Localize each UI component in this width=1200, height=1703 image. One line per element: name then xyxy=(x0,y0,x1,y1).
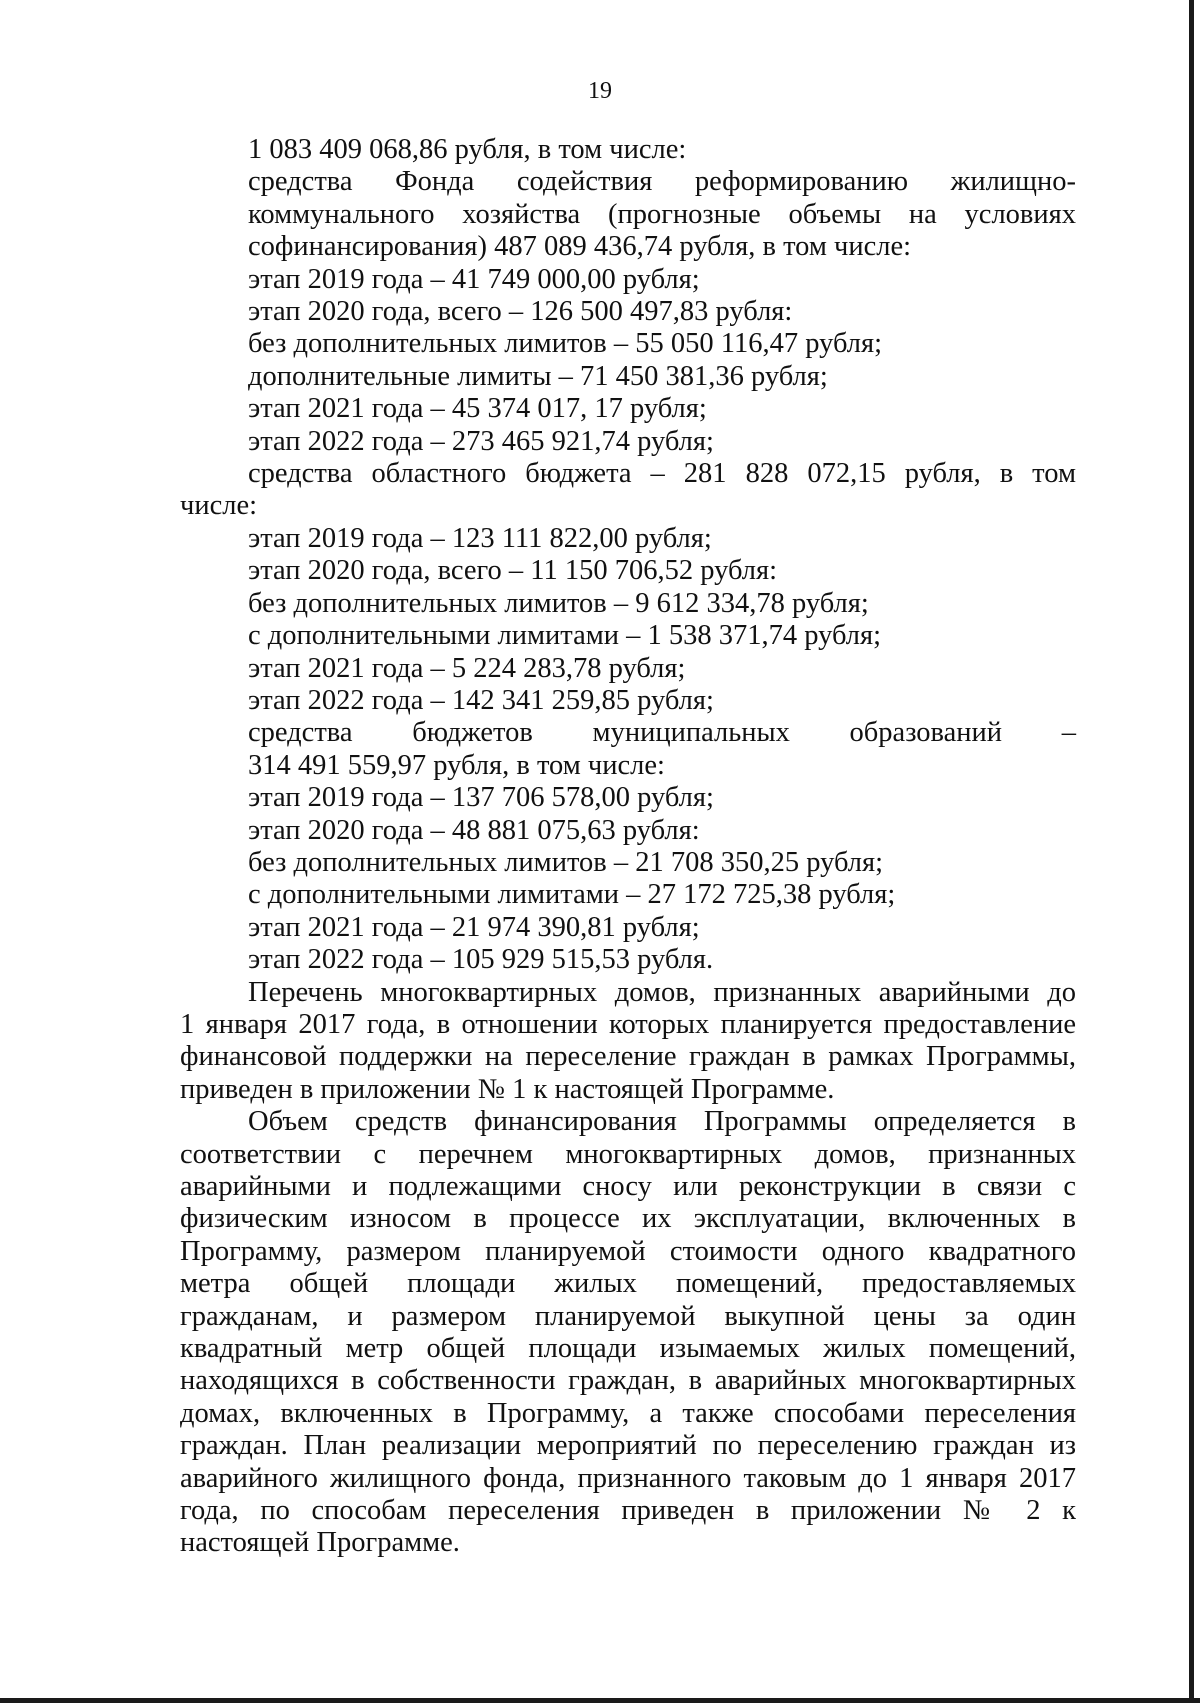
text-line: средства областного бюджета – 281 828 072,15 рубля, в том xyxy=(248,458,1076,490)
text-line: граждан. План реализации мероприятий по переселению граждан из xyxy=(180,1430,1076,1462)
text-line: аварийного жилищного фонда, признанного таковым до 1 января 2017 xyxy=(180,1462,1076,1494)
text-line: средства Фонда содействия реформированию жилищно- xyxy=(248,166,1076,198)
text-line: с дополнительными лимитами – 1 538 371,74 рубля; xyxy=(248,620,882,652)
text-line: финансовой поддержки на переселение граждан в рамках Программы, xyxy=(180,1041,1076,1073)
text-line: приведен в приложении № 1 к настоящей Программе. xyxy=(180,1073,835,1105)
text-line: настоящей Программе. xyxy=(180,1527,460,1559)
text-line: средства бюджетов муниципальных образований – xyxy=(248,717,1076,749)
text-line: этап 2021 года – 45 374 017, 17 рубля; xyxy=(248,393,707,425)
text-line: дополнительные лимиты – 71 450 381,36 рубля; xyxy=(248,360,828,392)
text-line: этап 2019 года – 41 749 000,00 рубля; xyxy=(248,263,700,295)
text-line: с дополнительными лимитами – 27 172 725,38 рубля; xyxy=(248,879,896,911)
text-line: квадратный метр общей площади изымаемых жилых помещений, xyxy=(180,1333,1076,1365)
text-line: этап 2020 года – 48 881 075,63 рубля: xyxy=(248,814,700,846)
text-line: метра общей площади жилых помещений, предоставляемых xyxy=(180,1268,1076,1300)
text-line: этап 2019 года – 123 111 822,00 рубля; xyxy=(248,522,712,554)
text-line: этап 2019 года – 137 706 578,00 рубля; xyxy=(248,782,714,814)
text-line: софинансирования) 487 089 436,74 рубля, в том числе: xyxy=(248,231,912,263)
text-line: гражданам, и размером планируемой выкупной цены за один xyxy=(180,1300,1076,1332)
text-line: без дополнительных лимитов – 9 612 334,78 рубля; xyxy=(248,587,869,619)
text-line: аварийными и подлежащими сносу или реконструкции в связи с xyxy=(180,1171,1076,1202)
text-line: Объем средств финансирования Программы определяется в xyxy=(248,1106,1076,1138)
text-line: Программу, размером планируемой стоимости одного квадратного xyxy=(180,1235,1076,1267)
text-line: этап 2020 года, всего – 126 500 497,83 рубля: xyxy=(248,296,793,328)
text-line: этап 2021 года – 21 974 390,81 рубля; xyxy=(248,911,700,943)
page-number: 19 xyxy=(588,78,612,104)
text-line: находящихся в собственности граждан, в аварийных многоквартирных xyxy=(180,1365,1076,1397)
text-line: этап 2022 года – 142 341 259,85 рубля; xyxy=(248,684,714,716)
text-line: домах, включенных в Программу, а также способами переселения xyxy=(180,1397,1076,1429)
text-line: коммунального хозяйства (прогнозные объемы на условиях xyxy=(248,198,1076,230)
scan-edge-right xyxy=(1189,0,1194,1703)
text-line: без дополнительных лимитов – 55 050 116,47 рубля; xyxy=(248,328,882,360)
text-line: соответствии с перечнем многоквартирных домов, признанных xyxy=(180,1138,1076,1170)
text-line: без дополнительных лимитов – 21 708 350,25 рубля; xyxy=(248,846,884,878)
text-line: 1 января 2017 года, в отношении которых планируется предоставление xyxy=(180,1008,1076,1040)
text-line: 314 491 559,97 рубля, в том числе: xyxy=(248,749,665,781)
text-line: числе: xyxy=(180,490,258,522)
text-line: Перечень многоквартирных домов, признанных аварийными до xyxy=(248,976,1076,1008)
text-line: этап 2020 года, всего – 11 150 706,52 рубля: xyxy=(248,555,778,587)
body-text xyxy=(180,134,1076,1560)
text-line: физическим износом в процессе их эксплуатации, включенных в xyxy=(180,1203,1076,1235)
text-line: этап 2021 года – 5 224 283,78 рубля; xyxy=(248,652,686,684)
text-line: года, по способам переселения приведен в приложении № 2 к xyxy=(180,1495,1076,1527)
text-line: этап 2022 года – 105 929 515,53 рубля. xyxy=(248,944,714,976)
text-line: 1 083 409 068,86 рубля, в том числе: xyxy=(248,134,687,165)
text-line: этап 2022 года – 273 465 921,74 рубля; xyxy=(248,425,714,457)
scan-edge-bottom xyxy=(0,1698,1200,1703)
